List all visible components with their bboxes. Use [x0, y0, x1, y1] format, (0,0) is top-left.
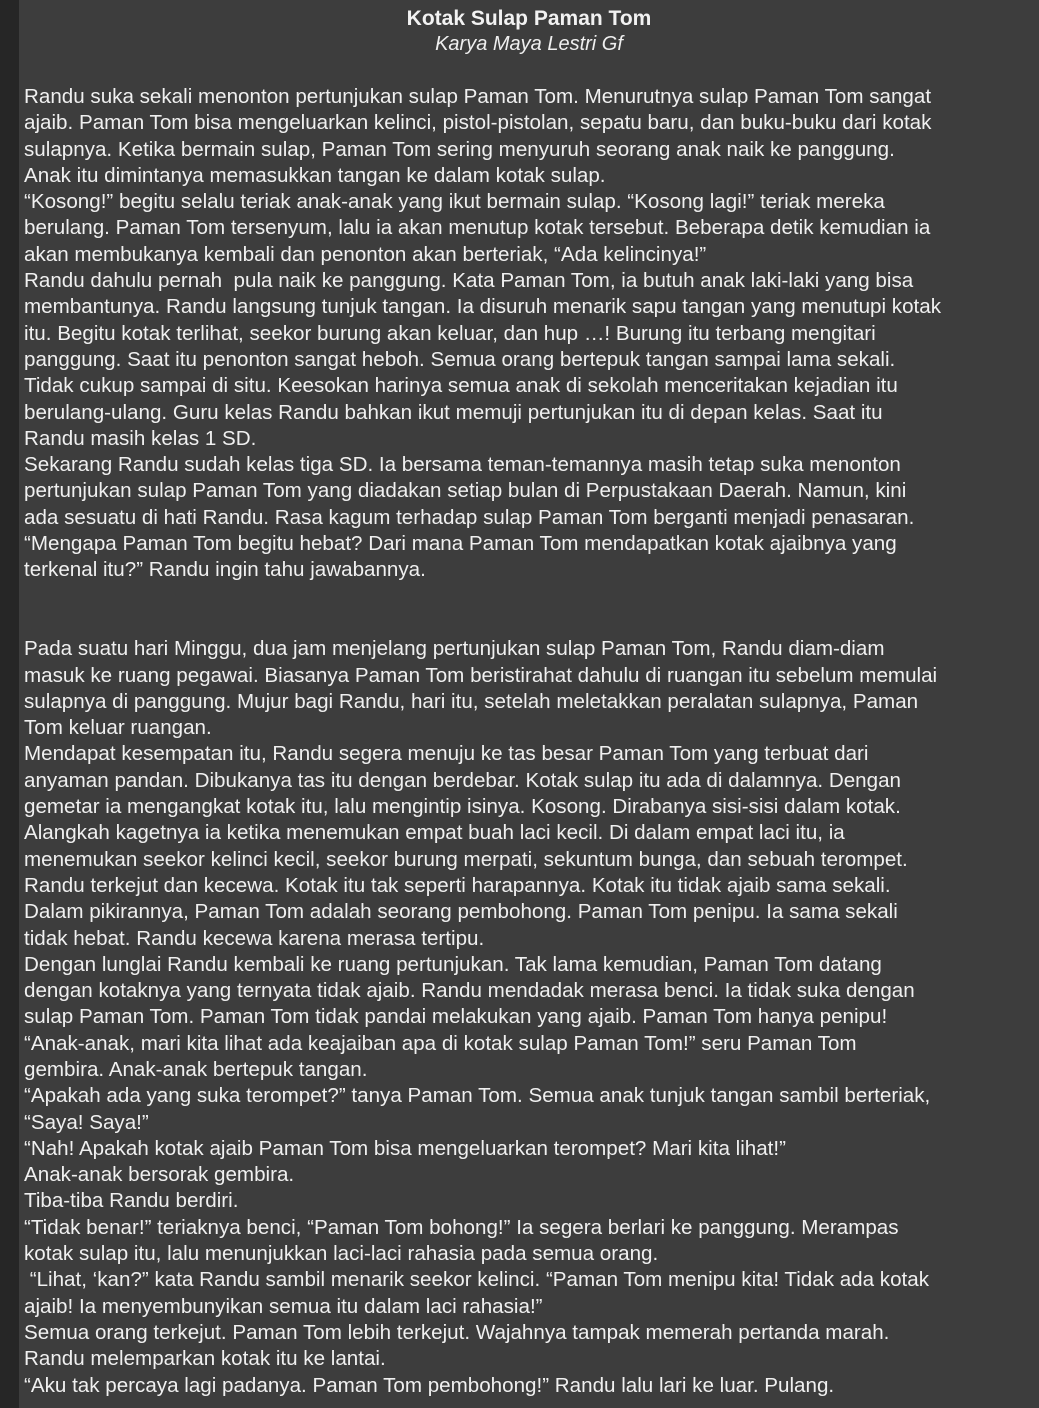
story-line: Randu suka sekali menonton pertunjukan sulap Paman Tom. Menurutnya sulap Paman Tom sangat — [24, 85, 932, 108]
story-line: akan membukanya kembali dan penonton akan berteriak, “Ada kelincinya!” — [24, 242, 707, 266]
story-line: kotak sulap itu, lalu menunjukkan laci-laci rahasia pada semua orang. — [24, 1242, 659, 1266]
story-line: sulapnya. Ketika bermain sulap, Paman Tom sering menyuruh seorang anak naik ke panggung. — [24, 137, 895, 161]
story-line: tidak hebat. Randu kecewa karena merasa tertipu. — [24, 926, 485, 950]
story-line: “Mengapa Paman Tom begitu hebat? Dari mana Paman Tom mendapatkan kotak ajaibnya yang — [24, 532, 897, 556]
story-line: ada sesuatu di hati Randu. Rasa kagum terhadap sulap Paman Tom berganti menjadi penasaran. — [24, 505, 915, 529]
story-line: masuk ke ruang pegawai. Biasanya Paman Tom beristirahat dahulu di ruangan itu sebelum memulai — [24, 663, 938, 687]
story-line: ajaib. Paman Tom bisa mengeluarkan kelinci, pistol-pistolan, sepatu baru, dan buku-buku dari kotak — [24, 111, 932, 135]
story-title: Kotak Sulap Paman Tom — [406, 7, 652, 30]
story-author: Karya Maya Lestri Gf — [435, 33, 623, 55]
story-line: pertunjukan sulap Paman Tom yang diadakan setiap bulan di Perpustakaan Daerah. Namun, kini — [24, 479, 907, 503]
story-line: Anak itu dimintanya memasukkan tangan ke dalam kotak sulap. — [24, 163, 606, 187]
story-line: “Lihat, ‘kan?” kata Randu sambil menarik seekor kelinci. “Paman Tom menipu kita! Tidak ada kotak — [24, 1268, 930, 1292]
story-line: Pada suatu hari Minggu, dua jam menjelang pertunjukan sulap Paman Tom, Randu diam-diam — [24, 637, 885, 661]
story-line: Dalam pikirannya, Paman Tom adalah seorang pembohong. Paman Tom penipu. Ia sama sekali — [24, 900, 898, 924]
story-line: gemetar ia mengangkat kotak itu, lalu mengintip isinya. Kosong. Dirabanya sisi-sisi dalam kotak. — [24, 795, 901, 819]
story-line: Semua orang terkejut. Paman Tom lebih terkejut. Wajahnya tampak memerah pertanda marah. — [24, 1320, 890, 1344]
story-line: Randu masih kelas 1 SD. — [24, 426, 257, 450]
story-line: membantunya. Randu langsung tunjuk tangan. Ia disuruh menarik sapu tangan yang menutupi kotak — [24, 295, 942, 319]
story-line: sulapnya di panggung. Mujur bagi Randu, hari itu, setelah meletakkan peralatan sulapnya, Paman — [24, 689, 919, 713]
story-line — [24, 584, 1039, 610]
story-line: Sekarang Randu sudah kelas tiga SD. Ia bersama teman-temannya masih tetap suka menonton — [24, 453, 901, 477]
story-line: “Tidak benar!” teriaknya benci, “Paman Tom bohong!” Ia segera berlari ke panggung. Merampas — [24, 1215, 899, 1239]
story-line: sulap Paman Tom. Paman Tom tidak pandai melakukan yang ajaib. Paman Tom hanya penipu! — [24, 1005, 888, 1029]
story-line: Dengan lunglai Randu kembali ke ruang pertunjukan. Tak lama kemudian, Paman Tom datang — [24, 952, 882, 976]
story-line: “Saya! Saya!” — [24, 1110, 149, 1134]
story-line: berulang-ulang. Guru kelas Randu bahkan ikut memuji pertunjukan itu di depan kelas. Saat itu — [24, 400, 883, 424]
story-line: “Apakah ada yang suka terompet?” tanya Paman Tom. Semua anak tunjuk tangan sambil berteriak, — [24, 1084, 931, 1108]
document-page — [19, 0, 1039, 1408]
story-line: “Aku tak percaya lagi padanya. Paman Tom pembohong!” Randu lalu lari ke luar. Pulang. — [24, 1373, 835, 1397]
left-margin-strip — [0, 0, 19, 1408]
story-line: “Kosong!” begitu selalu teriak anak-anak yang ikut bermain sulap. “Kosong lagi!” teriak mereka — [24, 190, 885, 214]
story-line: ajaib! Ia menyembunyikan semua itu dalam laci rahasia!” — [24, 1294, 543, 1318]
story-line — [24, 610, 1039, 636]
story-line: Randu dahulu pernah pula naik ke panggung. Kata Paman Tom, ia butuh anak laki-laki yang bisa — [24, 269, 914, 293]
story-line: panggung. Saat itu penonton sangat heboh. Semua orang bertepuk tangan sampai lama sekali. — [24, 347, 896, 371]
story-line: Randu terkejut dan kecewa. Kotak itu tak seperti harapannya. Kotak itu tidak ajaib sama sekali. — [24, 873, 891, 897]
story-line: Alangkah kagetnya ia ketika menemukan empat buah laci kecil. Di dalam empat laci itu, ia — [24, 821, 845, 845]
story-line: Anak-anak bersorak gembira. — [24, 1163, 295, 1187]
story-line: Tidak cukup sampai di situ. Keesokan harinya semua anak di sekolah menceritakan kejadian itu — [24, 374, 898, 398]
story-line: itu. Begitu kotak terlihat, seekor burung akan keluar, dan hup …! Burung itu terbang mengitari — [24, 321, 876, 345]
story-line: Tiba-tiba Randu berdiri. — [24, 1189, 239, 1213]
story-line: berulang. Paman Tom tersenyum, lalu ia akan menutup kotak tersebut. Beberapa detik kemudian ia — [24, 216, 931, 240]
story-line: Randu melemparkan kotak itu ke lantai. — [24, 1347, 386, 1371]
story-line: dengan kotaknya yang ternyata tidak ajaib. Randu mendadak merasa benci. Ia tidak suka dengan — [24, 979, 915, 1003]
story-body — [24, 84, 1039, 1399]
story-line: anyaman pandan. Dibukanya tas itu dengan berdebar. Kotak sulap itu ada di dalamnya. Dengan — [24, 768, 901, 792]
story-line: Tom keluar ruangan. — [24, 716, 212, 740]
story-line: gembira. Anak-anak bertepuk tangan. — [24, 1057, 368, 1081]
story-line: menemukan seekor kelinci kecil, seekor burung merpati, sekuntum bunga, dan sebuah terompet. — [24, 847, 908, 871]
story-line: terkenal itu?” Randu ingin tahu jawabannya. — [24, 558, 426, 582]
story-line: Mendapat kesempatan itu, Randu segera menuju ke tas besar Paman Tom yang terbuat dari — [24, 742, 869, 766]
story-line: “Nah! Apakah kotak ajaib Paman Tom bisa mengeluarkan terompet? Mari kita lihat!” — [24, 1136, 786, 1160]
story-line: “Anak-anak, mari kita lihat ada keajaiban apa di kotak sulap Paman Tom!” seru Paman Tom — [24, 1031, 857, 1055]
